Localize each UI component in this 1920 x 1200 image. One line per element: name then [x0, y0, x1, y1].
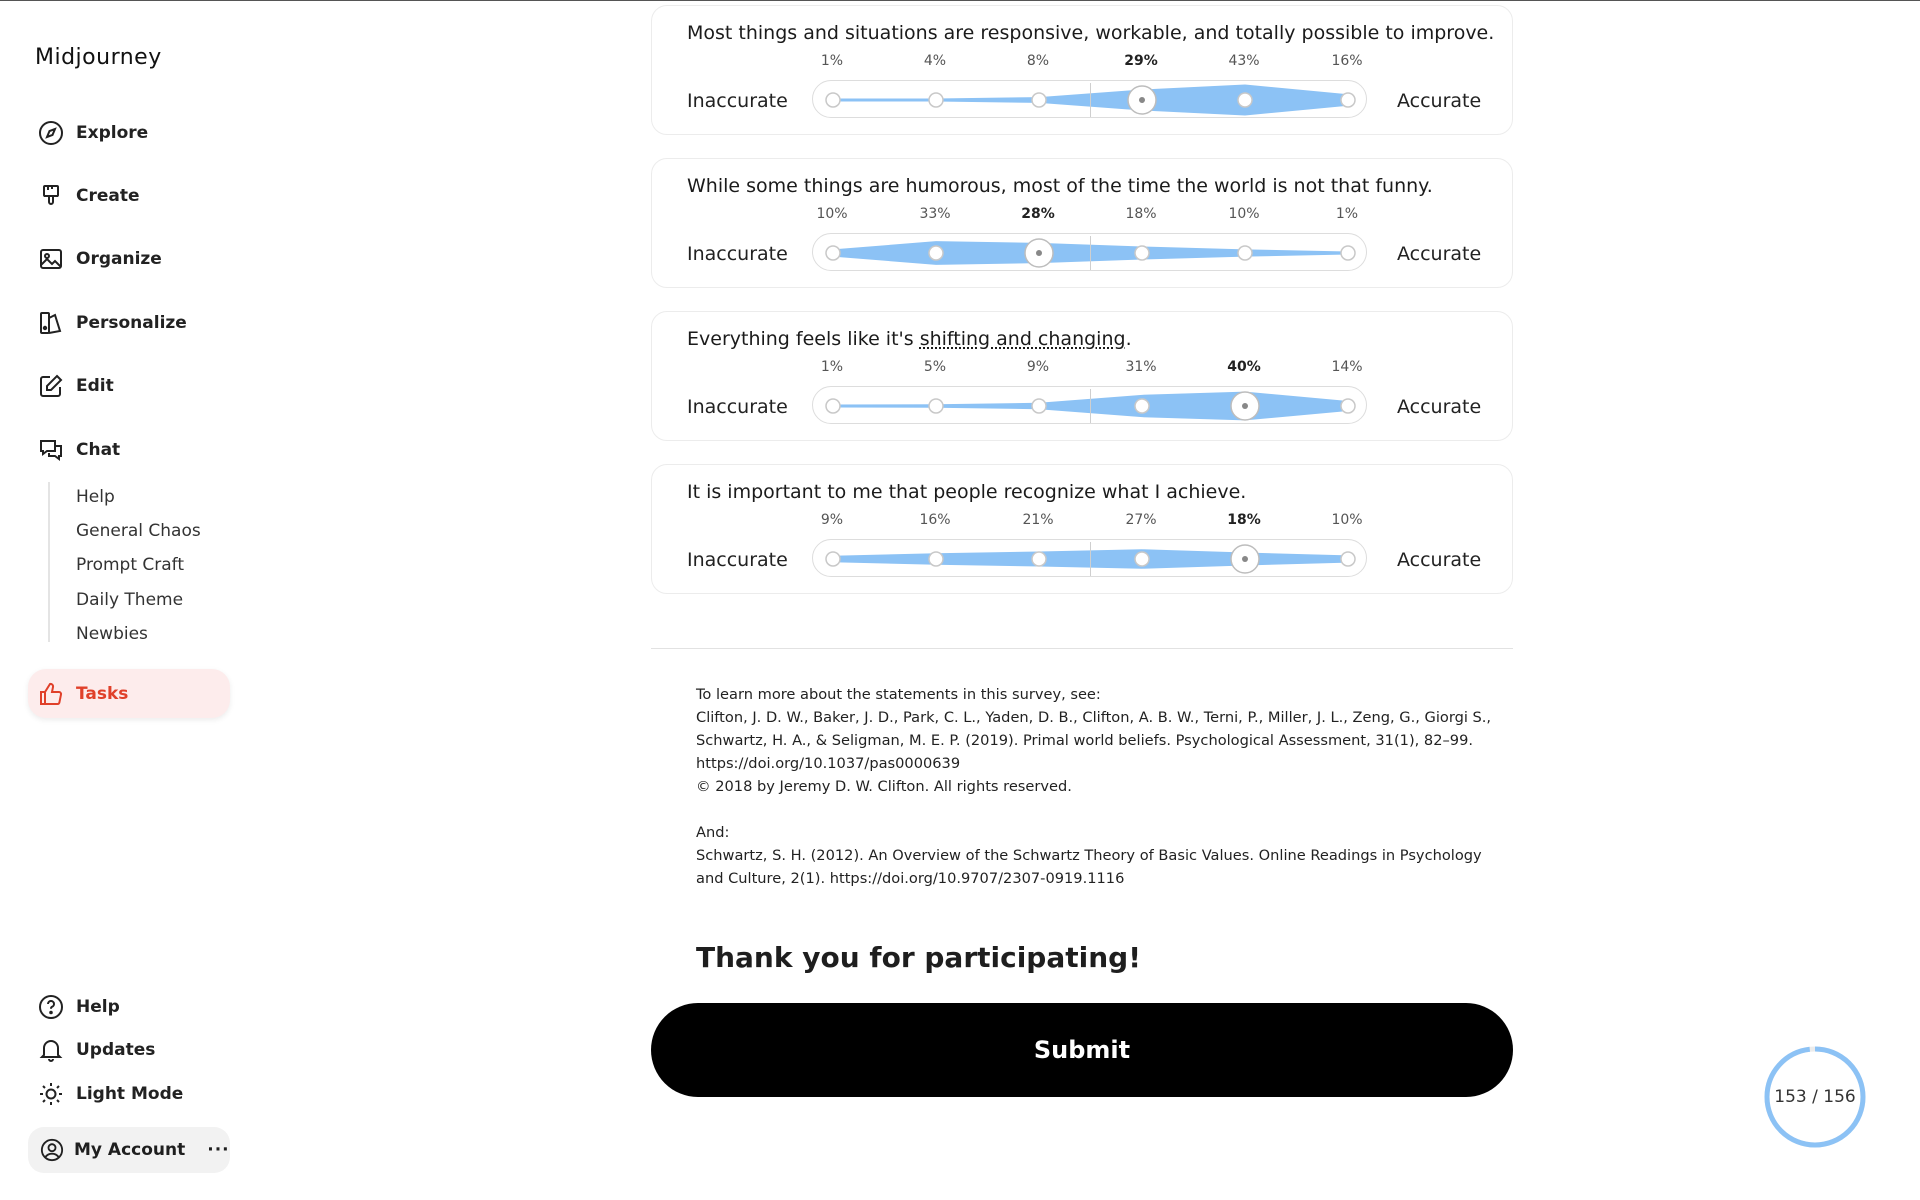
percent-label: 21% [1022, 512, 1054, 528]
help-label: Help [76, 997, 120, 1017]
sun-icon [38, 1081, 64, 1107]
accurate-label: Accurate [1397, 396, 1482, 418]
option-point[interactable] [929, 246, 943, 260]
light-mode-label: Light Mode [76, 1084, 184, 1104]
percent-label: 5% [923, 359, 947, 375]
percent-label: 9% [1026, 359, 1050, 375]
option-point[interactable] [1341, 399, 1355, 413]
percent-label: 16% [919, 512, 951, 528]
chat-rooms-line [48, 482, 50, 642]
option-point[interactable] [826, 399, 840, 413]
references-and: And: [696, 824, 730, 841]
brand-logo[interactable]: Midjourney [35, 45, 162, 70]
updates-label: Updates [76, 1040, 156, 1060]
question-text [687, 175, 1433, 197]
selected-dot [1242, 403, 1248, 409]
help-link[interactable] [38, 994, 120, 1020]
thank-you-heading: Thank you for participating! [696, 941, 1141, 974]
option-point[interactable] [1341, 552, 1355, 566]
help-icon [38, 994, 64, 1020]
option-point[interactable] [826, 552, 840, 566]
references [696, 683, 1506, 890]
progress-text: 153 / 156 [1774, 1087, 1856, 1107]
question-text [687, 328, 1132, 350]
selected-dot [1242, 556, 1248, 562]
percent-label: 1% [820, 53, 844, 69]
sidebar-item-tasks[interactable] [28, 669, 230, 718]
chat-room-help[interactable]: Help [76, 487, 115, 507]
paintbrush-icon [38, 183, 64, 209]
definition-link[interactable]: shifting and changing [919, 328, 1126, 350]
statement-text: Everything feels like it's [687, 328, 920, 350]
sidebar-item-label: Chat [76, 440, 121, 460]
question-text [687, 22, 1494, 44]
statement-text: . [1125, 328, 1132, 350]
sidebar-item-organize[interactable] [28, 239, 228, 279]
sidebar-item-label: Tasks [76, 683, 129, 704]
chat-room-newbies[interactable]: Newbies [76, 624, 148, 644]
reference-schwartz: Schwartz, S. H. (2012). An Overview of the Schwartz Theory of Basic Values. Online Readings in Psychology and Culture, 2(1). https://doi.org/10.9707/2307-0919.1116 [696, 847, 1482, 887]
option-point[interactable] [929, 399, 943, 413]
percent-label: 31% [1125, 359, 1157, 375]
question-text [687, 481, 1246, 503]
sidebar-item-edit[interactable] [28, 366, 228, 406]
percent-label: 43% [1228, 53, 1260, 69]
percent-label: 9% [820, 512, 844, 528]
percent-label: 40% [1227, 359, 1261, 375]
accurate-label: Accurate [1397, 243, 1482, 265]
inaccurate-label: Inaccurate [687, 243, 788, 265]
image-icon [38, 246, 64, 272]
sidebar-item-label: Explore [76, 123, 149, 143]
chat-room-general-chaos[interactable]: General Chaos [76, 521, 201, 541]
question-card [651, 464, 1513, 594]
top-border [0, 0, 1920, 1]
percent-label: 10% [816, 206, 848, 222]
percent-label: 27% [1125, 512, 1157, 528]
selected-dot [1139, 97, 1145, 103]
spacer [696, 798, 1506, 821]
inaccurate-label: Inaccurate [687, 90, 788, 112]
option-point[interactable] [929, 552, 943, 566]
user-icon [40, 1138, 64, 1162]
statement-text: While some things are humorous, most of the time the world is not that funny. [687, 175, 1433, 197]
more-options-icon[interactable]: ··· [207, 1140, 230, 1160]
accurate-label: Accurate [1397, 90, 1482, 112]
account-label: My Account [74, 1140, 186, 1160]
my-account-button[interactable] [28, 1127, 230, 1173]
sidebar-item-label: Organize [76, 249, 162, 269]
percent-label: 16% [1331, 53, 1363, 69]
palette-icon [38, 310, 64, 336]
option-point[interactable] [1341, 93, 1355, 107]
reference-clifton: Clifton, J. D. W., Baker, J. D., Park, C. L., Yaden, D. B., Clifton, A. B. W., Terni, P., Miller, J. L., Zeng, G., Giorgi S., Schwartz, H. A., & Seligman, M. E. P. (2019). Primal world beliefs. Psychological Assessment, 31(1), 82–99. https://doi.org/10.1037/pas0000639 [696, 709, 1492, 772]
statement-text: It is important to me that people recognize what I achieve. [687, 481, 1247, 503]
rating-slider[interactable] [812, 80, 1367, 118]
percent-label: 18% [1227, 512, 1261, 528]
percent-label: 1% [820, 359, 844, 375]
distribution-graph [813, 234, 1368, 272]
sidebar-item-create[interactable] [28, 176, 228, 216]
option-point[interactable] [929, 93, 943, 107]
question-card [651, 158, 1513, 288]
option-point[interactable] [826, 93, 840, 107]
references-intro: To learn more about the statements in this survey, see: [696, 686, 1101, 703]
chat-room-daily-theme[interactable]: Daily Theme [76, 590, 184, 610]
option-point[interactable] [1238, 246, 1252, 260]
rating-slider[interactable] [812, 539, 1367, 577]
inaccurate-label: Inaccurate [687, 549, 788, 571]
option-point[interactable] [1032, 93, 1046, 107]
distribution-graph [813, 540, 1368, 578]
selected-dot [1036, 250, 1042, 256]
option-point[interactable] [826, 246, 840, 260]
progress-indicator [1760, 1042, 1870, 1152]
submit-button[interactable]: Submit [651, 1003, 1513, 1097]
percent-label: 14% [1331, 359, 1363, 375]
distribution-graph [813, 81, 1368, 119]
sidebar-item-personalize[interactable] [28, 303, 228, 343]
bell-icon [38, 1037, 64, 1063]
percent-label: 4% [923, 53, 947, 69]
option-point[interactable] [1032, 552, 1046, 566]
distribution-graph [813, 387, 1368, 425]
updates-link[interactable] [38, 1037, 155, 1063]
chat-room-prompt-craft[interactable]: Prompt Craft [76, 555, 185, 575]
percent-label: 1% [1335, 206, 1359, 222]
question-card [651, 311, 1513, 441]
option-point[interactable] [1135, 399, 1149, 413]
sidebar-item-label: Personalize [76, 313, 187, 333]
percent-label: 10% [1228, 206, 1260, 222]
percent-label: 28% [1021, 206, 1055, 222]
accurate-label: Accurate [1397, 549, 1482, 571]
option-point[interactable] [1135, 246, 1149, 260]
option-point[interactable] [1032, 399, 1046, 413]
sidebar-item-label: Edit [76, 376, 114, 396]
section-divider [651, 648, 1513, 649]
compass-icon [38, 120, 64, 146]
percent-label: 18% [1125, 206, 1157, 222]
thumbs-up-icon [38, 681, 64, 707]
question-card [651, 5, 1513, 135]
option-point[interactable] [1135, 552, 1149, 566]
percent-label: 33% [919, 206, 951, 222]
statement-text: Most things and situations are responsive, workable, and totally possible to improve. [687, 22, 1495, 44]
sidebar-item-label: Create [76, 186, 140, 206]
rating-slider[interactable] [812, 386, 1367, 424]
percent-label: 29% [1124, 53, 1158, 69]
light-mode-toggle[interactable] [38, 1081, 183, 1107]
rating-slider[interactable] [812, 233, 1367, 271]
copyright-notice: © 2018 by Jeremy D. W. Clifton. All rights reserved. [696, 778, 1072, 795]
option-point[interactable] [1238, 93, 1252, 107]
chat-icon [38, 437, 64, 463]
option-point[interactable] [1341, 246, 1355, 260]
inaccurate-label: Inaccurate [687, 396, 788, 418]
sidebar-item-explore[interactable] [28, 113, 228, 153]
edit-icon [38, 373, 64, 399]
percent-label: 10% [1331, 512, 1363, 528]
percent-label: 8% [1026, 53, 1050, 69]
sidebar-item-chat[interactable] [28, 430, 228, 470]
